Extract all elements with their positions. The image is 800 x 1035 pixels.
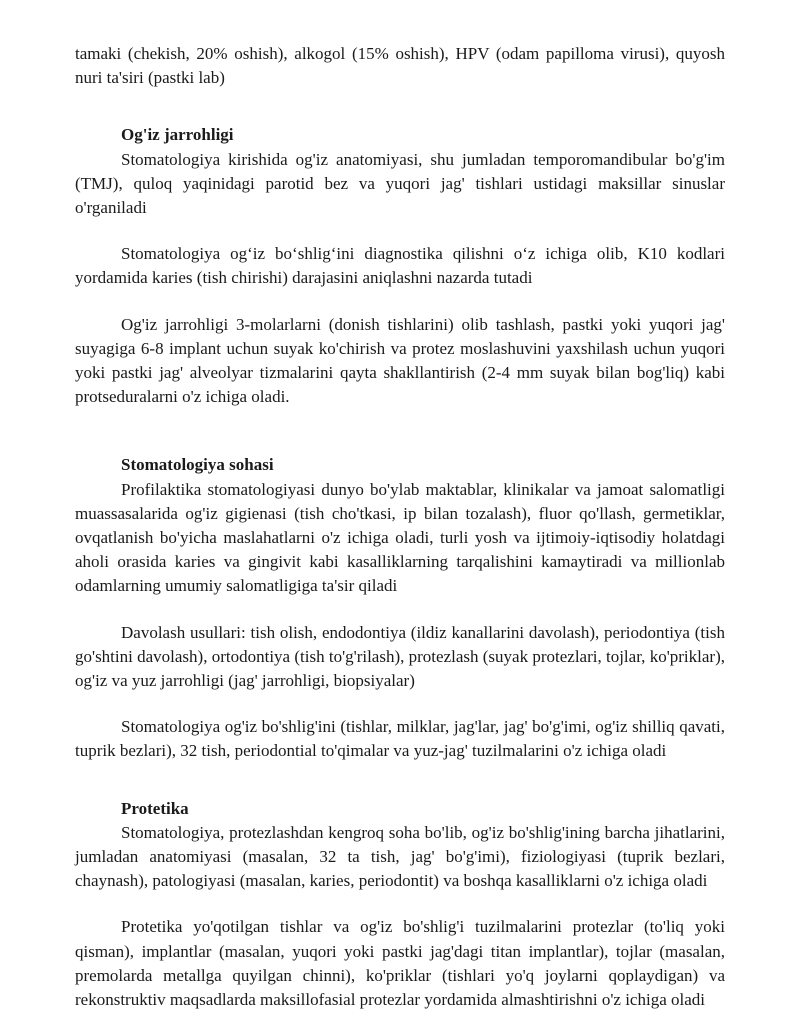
paragraph-prosthetics: Protetika yo'qotilgan tishlar va og'iz bo'shlig'i tuzilmalarini protezlar (to'liq yoki qisman), implantlar (masalan, yuqori yoki pastki jag'dagi titan implantlar), tojlar (masalan, premolarda metallga quyilgan chinni), ko'priklar (tishlari yo'q joylarni qoplaydigan) va rekonstruktiv maqsadlarda maksillofasial protezlar yordamida almashtirishni o'z ichiga oladi [75, 917, 725, 1010]
paragraph-treatment-methods: Davolash usullari: tish olish, endodontiya (ildiz kanallarini davolash), periodontiya (tish go'shtini davolash), ortodontiya (tish to'g'rilash), protezlash (suyak protezlari, tojlar, ko'priklar), og'iz va yuz jarrohligi (jag' jarrohligi, biopsiyalar) [75, 622, 725, 691]
paragraph-oral-cavity: Stomatologiya og'iz bo'shlig'ini (tishlar, milklar, jag'lar, jag' bo'g'imi, og'iz shilliq qavati, tuprik bezlari), 32 tish, periodontial to'qimalar va yuz-jag' tuzilmalarini o'z ichiga oladi [75, 717, 725, 761]
paragraph-oral-anatomy: Stomatologiya kirishida og'iz anatomiyasi, shu jumladan temporomandibular bo'g'im (TMJ), quloq yaqinidagi parotid bez va yuqori jag' tishlari ustidagi maksillar sinuslar o'rganiladi [75, 149, 725, 218]
paragraph-risk-factors: tamaki (chekish, 20% oshish), alkogol (15% oshish), HPV (odam papilloma virusi), quyosh nuri ta'siri (pastki lab) [75, 44, 725, 88]
paragraph-preventive-dentistry: Profilaktika stomatologiyasi dunyo bo'ylab maktablar, klinikalar va jamoat salomatligi muassasalarida og'iz gigienasi (tish cho'tkasi, ip bilan tozalash), fluor qo'llash, germetiklar, ovqatlanish bo'yicha maslahatlarni o'z ichiga oladi, turli yosh va ijtimoiy-iqtisodiy holatdagi aholi orasida karies va gingivit kabi kasalliklarning tarqalishini kamaytiradi va millionlab odamlarning umumiy salomatligiga ta'sir qiladi [75, 479, 725, 596]
document-page [75, 42, 725, 1012]
heading-oral-surgery: Og'iz jarrohligi [121, 125, 234, 145]
paragraph-surgery-procedures: Og'iz jarrohligi 3-molarlarni (donish tishlarini) olib tashlash, pastki yoki yuqori jag' suyagiga 6-8 implant uchun suyak ko'chirish va protez moslashuvini yaxshilash uchun yuqori yoki pastki jag' alveolyar tizmalarini qayta shakllantirish (2-4 mm suyak bilan bog'liq) kabi protseduralarni o'z ichiga oladi. [75, 314, 725, 407]
heading-dentistry-field: Stomatologiya sohasi [121, 455, 274, 475]
paragraph-diagnostics: Stomatologiya og‘iz bo‘shlig‘ini diagnostika qilishni o‘z ichiga olib, K10 kodlari yordamida karies (tish chirishi) darajasini aniqlashni nazarda tutadi [75, 244, 725, 288]
heading-prosthetics: Protetika [121, 798, 189, 818]
paragraph-dentistry-scope: Stomatologiya, protezlashdan kengroq soha bo'lib, og'iz bo'shlig'ining barcha jihatlarini, jumladan anatomiyasi (masalan, 32 ta tish, jag' bo'g'imi), fiziologiyasi (tuprik bezlari, chaynash), patologiyasi (masalan, karies, periodontit) va boshqa kasalliklarni o'z ichiga oladi [75, 822, 725, 891]
